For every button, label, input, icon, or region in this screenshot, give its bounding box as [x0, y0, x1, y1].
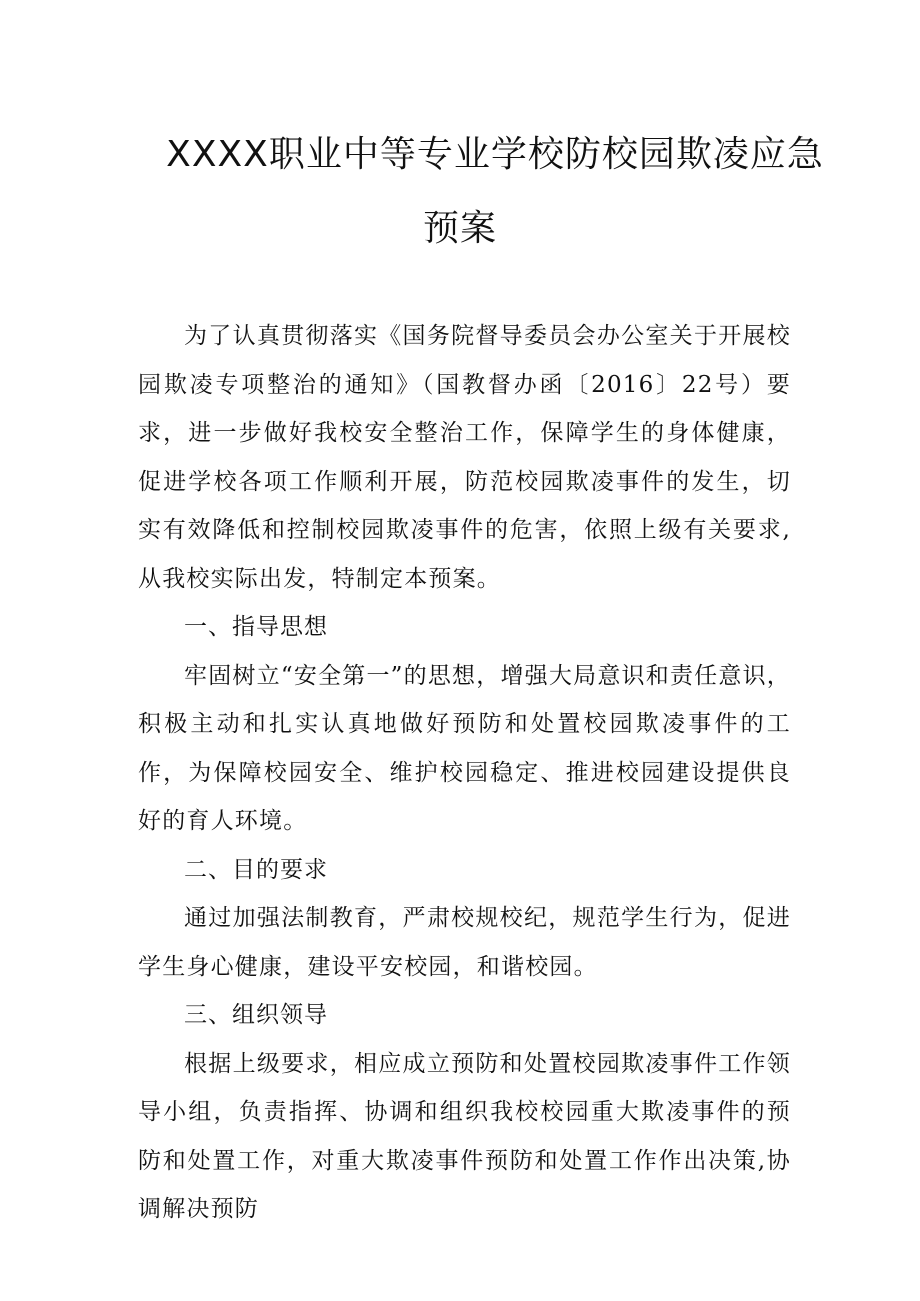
document-body	[138, 312, 791, 1234]
section-paragraph-objectives: 通过加强法制教育，严肃校规校纪，规范学生行为，促进学生身心健康，建设平安校园，和谐校园。	[138, 905, 791, 980]
intro-paragraph: 为了认真贯彻落实《国务院督导委员会办公室关于开展校园欺凌专项整治的通知》（国教督办函〔2016〕22号）要求，进一步做好我校安全整治工作，保障学生的身体健康，促进学校各项工作顺利开展，防范校园欺凌事件的发生，切实有效降低和控制校园欺凌事件的危害，依照上级有关要求,从我校实际出发，特制定本预案。	[138, 323, 791, 592]
section-heading-guiding-ideology: 一、指导思想	[184, 614, 328, 640]
section-heading-organization: 三、组织领导	[184, 1002, 328, 1028]
document-title-line-1: XXXX职业中等专业学校防校园欺凌应急	[166, 134, 824, 175]
section-heading-objectives: 二、目的要求	[184, 856, 328, 883]
document-title-line-2: 预案	[422, 208, 497, 249]
section-paragraph-guiding-ideology: 牢固树立“安全第一”的思想，增强大局意识和责任意识，积极主动和扎实认真地做好预防和处置校园欺凌事件的工作，为保障校园安全、维护校园稳定、推进校园建设提供良好的育人环境。	[138, 662, 791, 834]
section-paragraph-organization: 根据上级要求，相应成立预防和处置校园欺凌事件工作领导小组，负责指挥、协调和组织我校校园重大欺凌事件的预防和处置工作，对重大欺凌事件预防和处置工作作出决策,协调解决预防	[138, 1050, 791, 1222]
